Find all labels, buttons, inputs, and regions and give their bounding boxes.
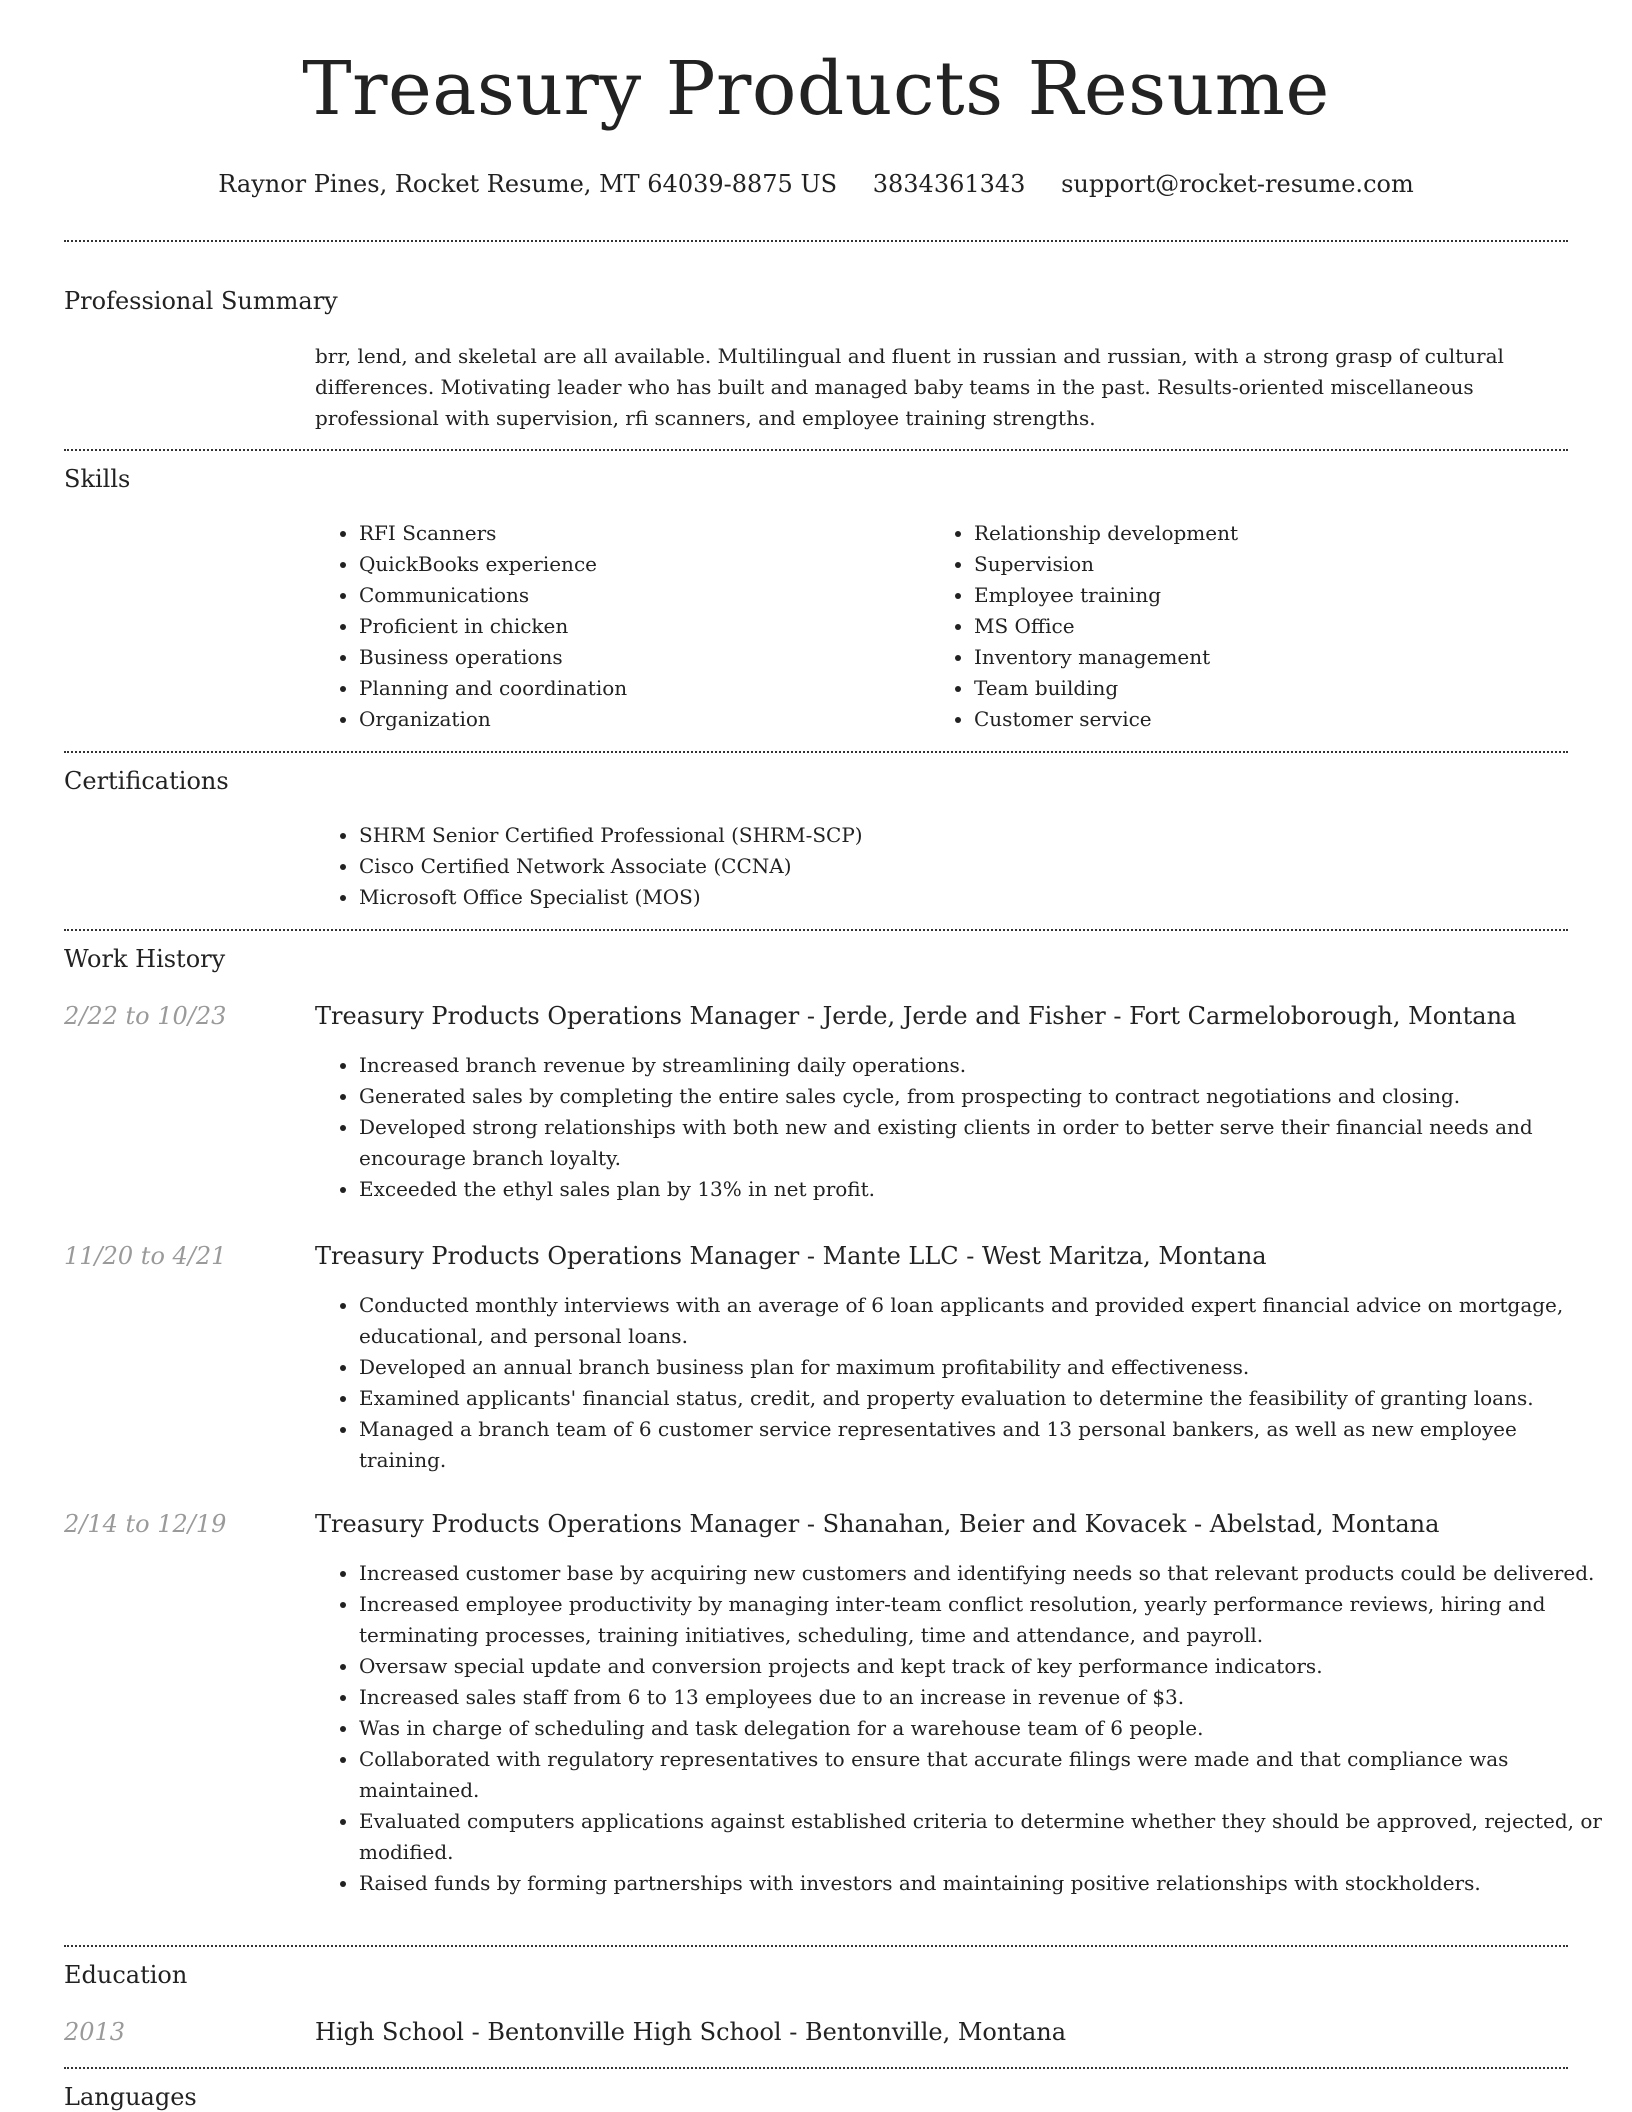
skills-heading: Skills	[64, 465, 131, 493]
list-item: • Team building	[974, 673, 1534, 704]
list-item: • Increased branch revenue by streamlining daily operations.	[359, 1050, 1609, 1081]
list-item: • Communications	[359, 580, 919, 611]
list-item: • Increased sales staff from 6 to 13 employees due to an increase in revenue of $3.	[359, 1682, 1609, 1713]
list-item: • Oversaw special update and conversion projects and kept track of key performance indicators.	[359, 1651, 1609, 1682]
section-divider	[64, 751, 1568, 753]
list-item: • Organization	[359, 704, 919, 735]
summary-text: brr, lend, and skeletal are all available. Multilingual and fluent in russian and russian, with a strong grasp of cultural differences. Motivating leader who has built and managed baby teams in the past. Results-oriented miscellaneous professional with supervision, rfi scanners, and employee training strengths.	[315, 344, 1504, 430]
section-divider	[64, 929, 1568, 931]
list-item: • Cisco Certified Network Associate (CCNA)	[359, 851, 1609, 882]
job-dates: 2/22 to 10/23	[64, 1002, 227, 1030]
list-item: • Was in charge of scheduling and task delegation for a warehouse team of 6 people.	[359, 1713, 1609, 1744]
job-dates: 11/20 to 4/21	[64, 1242, 227, 1270]
list-item: • Relationship development	[974, 518, 1534, 549]
list-item: • Managed a branch team of 6 customer service representatives and 13 personal bankers, as well as new employee training.	[359, 1414, 1609, 1476]
job-dates: 2/14 to 12/19	[64, 1510, 227, 1538]
certifications-heading: Certifications	[64, 767, 229, 795]
job-bullets	[315, 1050, 1609, 1205]
list-item: • Increased customer base by acquiring new customers and identifying needs so that relevant products could be delivered.	[359, 1558, 1609, 1589]
education-heading: Education	[64, 1961, 188, 1989]
job-bullets	[315, 1290, 1609, 1476]
list-item: • Business operations	[359, 642, 919, 673]
list-item: • Proficient in chicken	[359, 611, 919, 642]
contact-email: support@rocket-resume.com	[1061, 170, 1414, 198]
contact-phone: 3834361343	[872, 170, 1026, 198]
list-item: • Customer service	[974, 704, 1534, 735]
list-item: • RFI Scanners	[359, 518, 919, 549]
languages-heading: Languages	[64, 2083, 197, 2111]
list-item: • Employee training	[974, 580, 1534, 611]
work-history-heading: Work History	[64, 945, 226, 973]
list-item: • Collaborated with regulatory representatives to ensure that accurate filings were made and that compliance was maintained.	[359, 1744, 1609, 1806]
list-item: • MS Office	[974, 611, 1534, 642]
education-year: 2013	[64, 2018, 126, 2046]
list-item: • Developed an annual branch business plan for maximum profitability and effectiveness.	[359, 1352, 1609, 1383]
resume-title: Treasury Products Resume	[302, 46, 1330, 132]
certifications-list	[315, 820, 1609, 913]
contact-line	[64, 172, 1568, 196]
section-divider	[64, 449, 1568, 451]
skills-list-right	[930, 518, 1534, 735]
list-item: • QuickBooks experience	[359, 549, 919, 580]
list-item: • Conducted monthly interviews with an average of 6 loan applicants and provided expert financial advice on mortgage, educational, and personal loans.	[359, 1290, 1609, 1352]
section-divider	[64, 240, 1568, 242]
skills-list-left	[315, 518, 919, 735]
job-bullets	[315, 1558, 1609, 1899]
list-item: • Supervision	[974, 549, 1534, 580]
list-item: • Exceeded the ethyl sales plan by 13% in net profit.	[359, 1174, 1609, 1205]
job-title: Treasury Products Operations Manager - Jerde, Jerde and Fisher - Fort Carmeloborough, Montana	[315, 1002, 1517, 1030]
list-item: • Developed strong relationships with both new and existing clients in order to better serve their financial needs and encourage branch loyalty.	[359, 1112, 1609, 1174]
job-title: Treasury Products Operations Manager - Mante LLC - West Maritza, Montana	[315, 1242, 1267, 1270]
section-divider	[64, 1945, 1568, 1947]
list-item: • SHRM Senior Certified Professional (SHRM-SCP)	[359, 820, 1609, 851]
list-item: • Evaluated computers applications against established criteria to determine whether they should be approved, rejected, or modified.	[359, 1806, 1609, 1868]
list-item: • Generated sales by completing the entire sales cycle, from prospecting to contract negotiations and closing.	[359, 1081, 1609, 1112]
contact-address: Raynor Pines, Rocket Resume, MT 64039-8875 US	[218, 170, 838, 198]
list-item: • Microsoft Office Specialist (MOS)	[359, 882, 1609, 913]
list-item: • Examined applicants' financial status, credit, and property evaluation to determine the feasibility of granting loans.	[359, 1383, 1609, 1414]
section-divider	[64, 2067, 1568, 2069]
summary-heading: Professional Summary	[64, 287, 338, 315]
education-entry: High School - Bentonville High School - Bentonville, Montana	[315, 2018, 1067, 2046]
job-title: Treasury Products Operations Manager - Shanahan, Beier and Kovacek - Abelstad, Montana	[315, 1510, 1440, 1538]
list-item: • Increased employee productivity by managing inter-team conflict resolution, yearly performance reviews, hiring and terminating processes, training initiatives, scheduling, time and attendance, and payroll.	[359, 1589, 1609, 1651]
list-item: • Inventory management	[974, 642, 1534, 673]
list-item: • Planning and coordination	[359, 673, 919, 704]
list-item: • Raised funds by forming partnerships with investors and maintaining positive relationships with stockholders.	[359, 1868, 1609, 1899]
